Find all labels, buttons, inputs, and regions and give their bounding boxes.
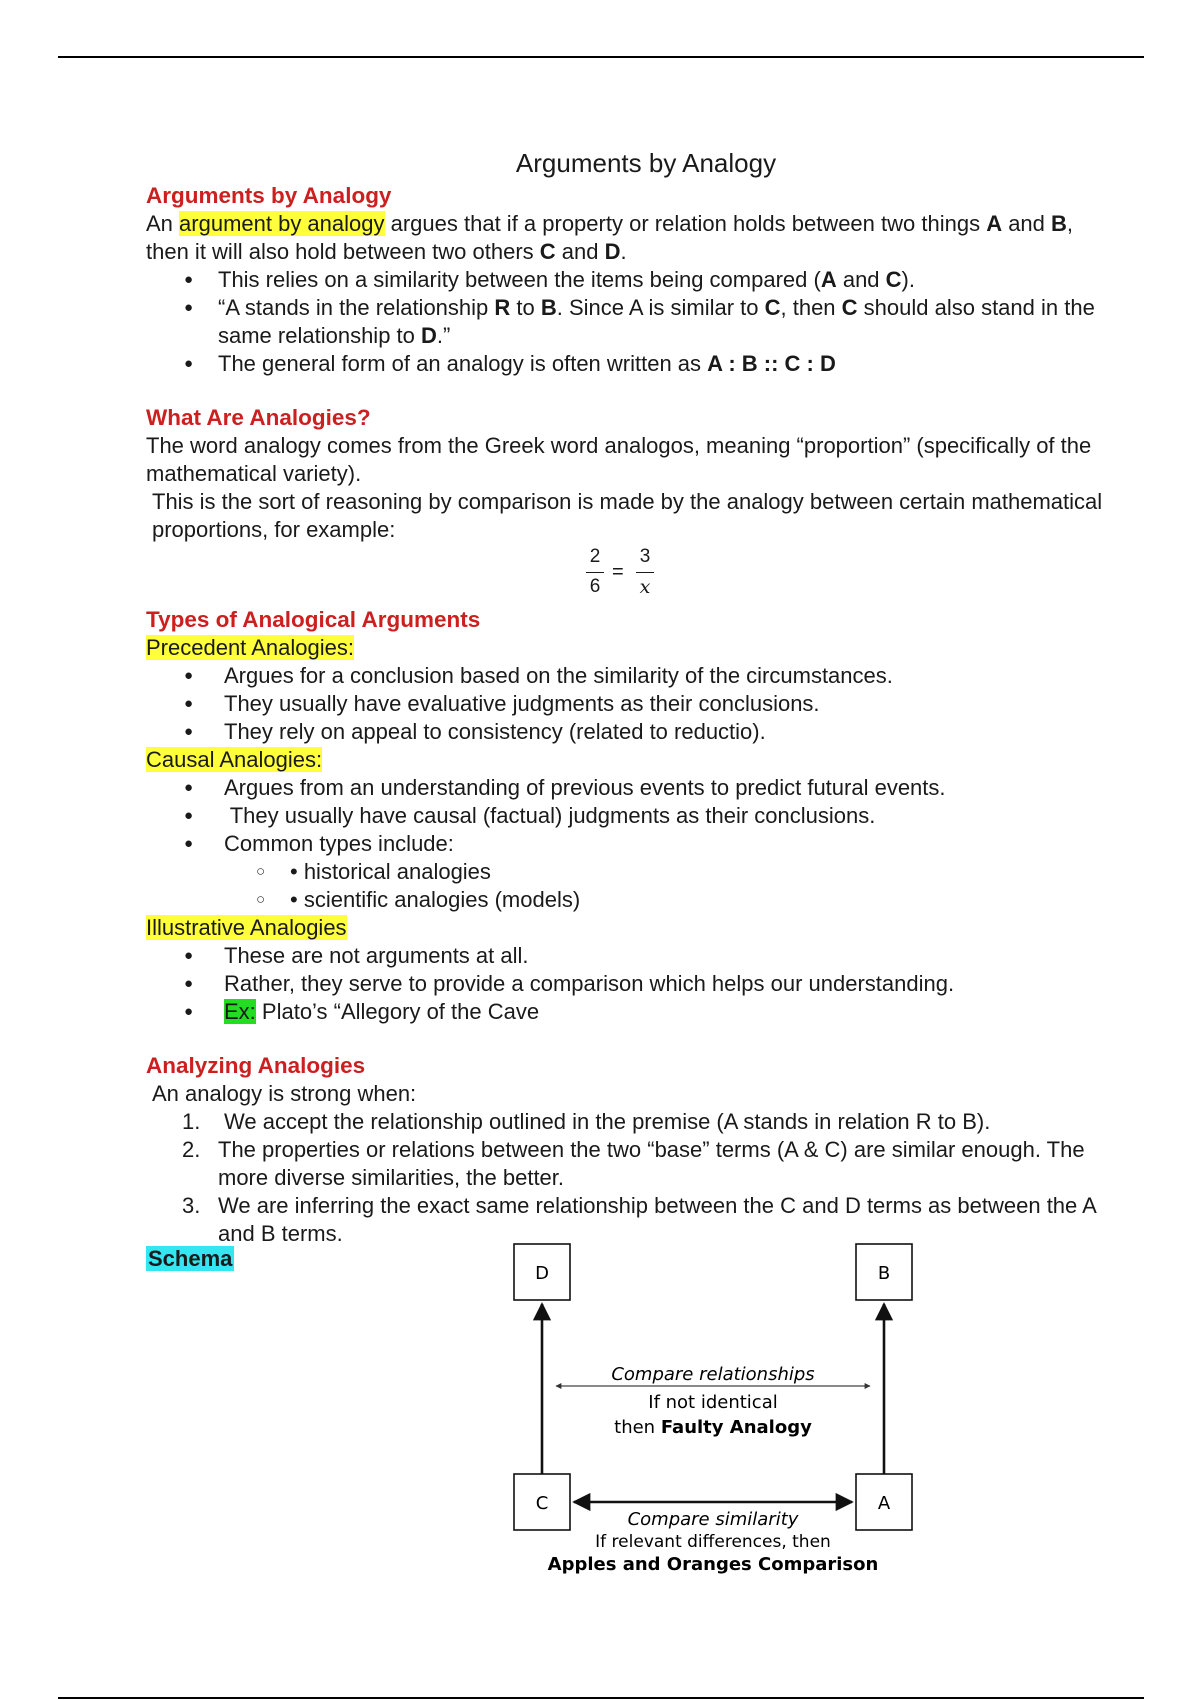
box-b [856,1244,912,1300]
list-item: ● Rather, they serve to provide a comparison which helps our understanding. [146,970,1106,998]
causal-list [146,774,1106,858]
heading-analyzing-analogies: Analyzing Analogies [146,1053,366,1078]
fraction-left: 2 6 [586,546,604,598]
svg-text:C: C [535,1493,549,1514]
svg-text:B: B [877,1263,891,1284]
box-c [514,1474,570,1530]
faulty-analogy-text: then Faulty Analogy [614,1417,812,1438]
highlight-argument-by-analogy: argument by analogy [179,211,385,236]
precedent-label: Precedent Analogies: [146,635,354,660]
box-a [856,1474,912,1530]
analyzing-list [146,1108,1106,1248]
causal-sublist [146,858,1106,914]
list-item: ○ • scientific analogies (models) [146,886,1106,914]
list-item: ● The general form of an analogy is often written as A : B :: C : D [146,350,1106,378]
bottom-rule [58,1697,1144,1699]
compare-similarity-text: Compare similarity [627,1509,799,1530]
compare-relationships-text: Compare relationships [611,1364,815,1385]
illustrative-label: Illustrative Analogies [146,915,347,940]
svg-text:A: A [877,1493,891,1514]
box-d [514,1244,570,1300]
example-highlight: Ex: [224,999,256,1024]
list-item: 1. We accept the relationship outlined in the premise (A stands in relation R to B). [182,1109,991,1134]
document-body [146,144,1106,1248]
heading-what-are-analogies: What Are Analogies? [146,405,371,430]
list-item: ● These are not arguments at all. [146,942,1106,970]
schema-label: Schema [148,1246,233,1271]
list-item: ● They rely on appeal to consistency (related to reductio). [146,718,1106,746]
list-item: 2. The properties or relations between the two “base” terms (A & C) are similar enough. The more diverse similarities, the better. [182,1137,1085,1190]
list-item: ● Common types include: [146,830,1106,858]
apples-oranges-text: Apples and Oranges Comparison [547,1554,879,1575]
list-item: ● Ex: Plato’s “Allegory of the Cave [146,998,1106,1026]
list-item: ● They usually have evaluative judgments as their conclusions. [146,690,1106,718]
fraction-right: 3 x [636,546,654,599]
fraction-equation [146,544,1106,606]
heading-arguments-by-analogy: Arguments by Analogy [146,183,392,208]
list-item: ● This relies on a similarity between the items being compared (A and C). [146,266,1106,294]
page-title: Arguments by Analogy [515,148,777,178]
schema-diagram [500,1240,940,1580]
list-item: ● They usually have causal (factual) judgments as their conclusions. [146,802,1106,830]
precedent-list [146,662,1106,746]
analogy-bullets [146,266,1106,378]
relevant-differences-text: If relevant differences, then [595,1532,831,1552]
strong-analogy-intro: An analogy is strong when: [152,1081,417,1106]
if-not-identical-text: If not identical [648,1392,778,1413]
heading-types-of-analogical-arguments: Types of Analogical Arguments [146,607,481,632]
list-item: ○ • historical analogies [146,858,1106,886]
reasoning-paragraph: This is the sort of reasoning by comparison is made by the analogy between certain mathematical proportions, for example: [152,489,1103,542]
illustrative-list [146,942,1106,1026]
list-item: ● “A stands in the relationship R to B. Since A is similar to C, then C should also stand in the same relationship to D.” [146,294,1106,350]
svg-text:D: D [535,1263,549,1284]
list-item: ● Argues for a conclusion based on the similarity of the circumstances. [146,662,1106,690]
equals-sign: = [612,561,624,583]
causal-label: Causal Analogies: [146,747,323,772]
list-item: ● Argues from an understanding of previous events to predict futural events. [146,774,1106,802]
list-item: 3. We are inferring the exact same relationship between the C and D terms as between the A and B terms. [182,1193,1096,1246]
top-rule [58,56,1144,58]
analogy-etymology: The word analogy comes from the Greek word analogos, meaning “proportion” (specifically of the mathematical variety). [146,433,1092,486]
intro-paragraph: An argument by analogy argues that if a property or relation holds between two things A and B, then it will also hold between two others C and D. [146,211,1074,264]
